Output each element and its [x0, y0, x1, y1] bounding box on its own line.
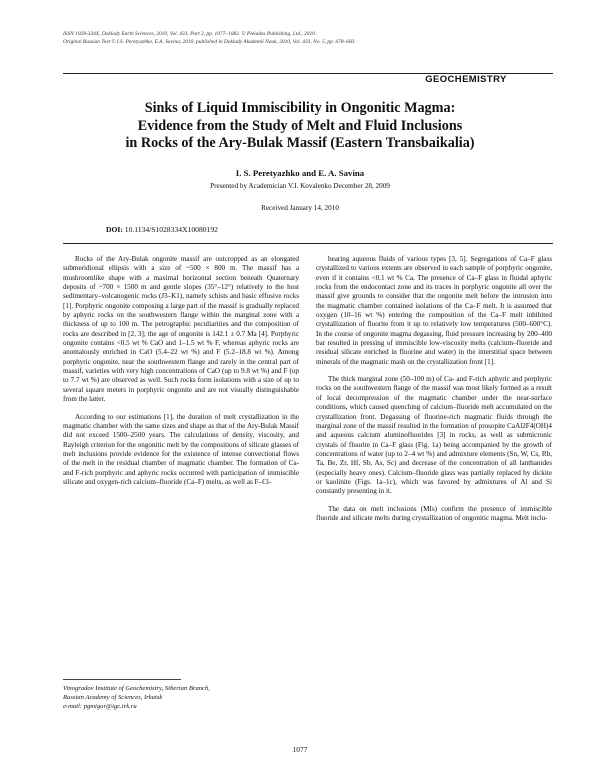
- title-line-2: Evidence from the Study of Melt and Fluid Inclusions: [137, 117, 463, 134]
- article-title: [60, 100, 540, 153]
- journal-citation-line: ISSN 1028-334X, Doklady Earth Sciences, 2010, Vol. 433, Part 2, pp. 1077–1082. © Pleiades Publishing, Ltd., 2010.: [63, 31, 317, 37]
- affiliation: [63, 684, 299, 712]
- paragraph: According to our estimations [1], the duration of melt crystallization in the magmatic chamber with the same sizes and shape as that of the Ary-Bulak Massif did not exceed 1500–2500 years. The calculations of density, viscosity, and Rayleigh criterion for the ongonitic melt by the compositions of silicate glasses of melt inclusions provide evidence for the existence of intense convectional flows of the melt in the residual chamber of magmatic chamber. The formation of Ca- and F-rich porphyric and aphyric rocks occurred with participation of immiscible silicate and oxygen-rich calcium–fluoride (Ca–F) melts, as well as F–Cl-: [63, 412, 299, 486]
- paragraph: The data on melt inclusions (MIs) confirm the presence of immiscible fluoride and silicate melts during crystallization of ongonitic magma. Melt inclu-: [316, 504, 552, 522]
- footnote-rule: [63, 679, 181, 680]
- section-heading-wrap: [0, 69, 600, 87]
- right-column: [316, 255, 552, 755]
- affiliation-line-1: Vinogradov Institute of Geochemistry, Siberian Branch,: [63, 685, 210, 692]
- left-column: [63, 255, 299, 675]
- title-line-3: in Rocks of the Ary-Bulak Massif (Eastern Transbaikalia): [125, 135, 475, 151]
- affiliation-email: e-mail: pgmigor@igc.irk.ru: [63, 703, 137, 711]
- header-divider: [63, 243, 553, 244]
- title-line-1: Sinks of Liquid Immiscibility in Ongonitic Magma:: [144, 100, 456, 116]
- doi-value: 10.1134/S1028334X10080192: [124, 225, 218, 234]
- original-text-line: Original Russian Text © I.S. Peretyazhko, E.A. Savina, 2010, published in Doklady Akademii Nauk, 2010, Vol. 433, No. 5, pp. 678–683.: [63, 39, 356, 45]
- presented-by: Presented by Academician V.I. Kovalenko December 28, 2009: [210, 182, 390, 190]
- paragraph: bearing aqueous fluids of various types [3, 5]. Segregations of Ca–F glass crystallized to various extents are observed in each sample of porphyric ongonite, even if it contains <0.1 wt % Ca. The presence of Ca–F glass in fluidal aphyric rocks from the endocontact zone and its traces in porphyric ongonite all over the massif give grounds to consider that the ongonite melt before the intrusion into the magmatic chamber contained isolations of the Ca–F melt. It is assumed that oxygen (10–16 wt %) entering the composition of the Ca–F melt inhibited crystallization of fluorite from it up to relatively low temperatures (500–600°C). In the course of ongonite magma degassing, fluid pressure increasing by 200–400 bar resulted in pressing of immiscible low-viscosity melts (calcium–fluoride and residual silicate enriched in fluorine and water) in the interstitial space between minerals of the magmatic mash on the crystallization front [1].: [316, 255, 552, 366]
- page-number: 1077: [292, 745, 308, 754]
- paragraph: Rocks of the Ary-Bulak ongonite massif are outcropped as an elongated submeridional ellipsis with a size of ~500 × 800 m. The massif has a mushroomlike shape with a maximal horizontal section beneath Quaternary deposits of ~700 × 1500 m and gentle slopes (35°–12°) relatively to the host sedimentary–volcanogenic rocks (J3–K1), namely schists and basic effusive rocks [1]. Porphyric ongonite composing a large part of the massif is gradually replaced by aphyric rocks on the southwestern flange within the marginal zone with a thickness of up to 100 m. The petrographic peculiarities and the composition of rocks are described in [2, 3]; the age of ongonite is 142.1 ± 0.7 Ma [4]. Porphyric ongonite contains <0.5 wt % CaO and 1–1.5 wt % F, whereas aphyric rocks are anomalously enriched in CaO (5.4–22 wt %) and F (5.2–18.8 wt %). Among porphyric ongonite, near the southwestern flange and rarely in the central part of massif, varieties with very high concentrations of CaO (up to 9.8 wt %) and F (up to 7.7 wt %) are observed as well. Such rocks form isolations with a size of up to several square meters in porphyric ongonite and are not visually distinguishable from the latter.: [63, 255, 299, 404]
- journal-header: [63, 30, 553, 46]
- doi: [106, 225, 218, 234]
- authors: I. S. Peretyazhko and E. A. Savina: [235, 168, 365, 178]
- section-heading: GEOCHEMISTRY: [420, 74, 512, 85]
- affiliation-line-2: Russian Academy of Sciences, Irkutsk: [63, 694, 163, 702]
- received-date: Received January 14, 2010: [261, 204, 339, 212]
- doi-label: DOI:: [106, 225, 123, 234]
- paragraph: The thick marginal zone (50–100 m) of Ca- and F-rich aphyric and porphyric rocks on the southwestern flange of the massif was most likely formed as a result of local decompression of the magmatic chamber under the near-surface conditions, which caused quenching of calcium–fluoride melt accumulated on the crystallization front. Degassing of fluorine-rich magmatic fluids through the marginal zone of the massif resulted in the formation of prosopite CaAl2F4(OH)4 and aqueous calcium aluminofluorides [3] in rocks, as well as submicronic crystals of fluorite in Ca–F glass (Fig. 1a) being accompanied by the growth of concentrations of water (up to 2–4 wt %) and admixture elements (Sn, W, Cs, Rb, Ta, Be, Zr, Hf, Sb, As, Sc) and decrease of the concentration of all lanthanides (especially heavy ones). Calcium–fluoride glass was partially replaced by dickite or kaolinite (Figs. 1a–1c), which was favored by admixtures of Al and Si constantly presenting in it.: [316, 375, 552, 496]
